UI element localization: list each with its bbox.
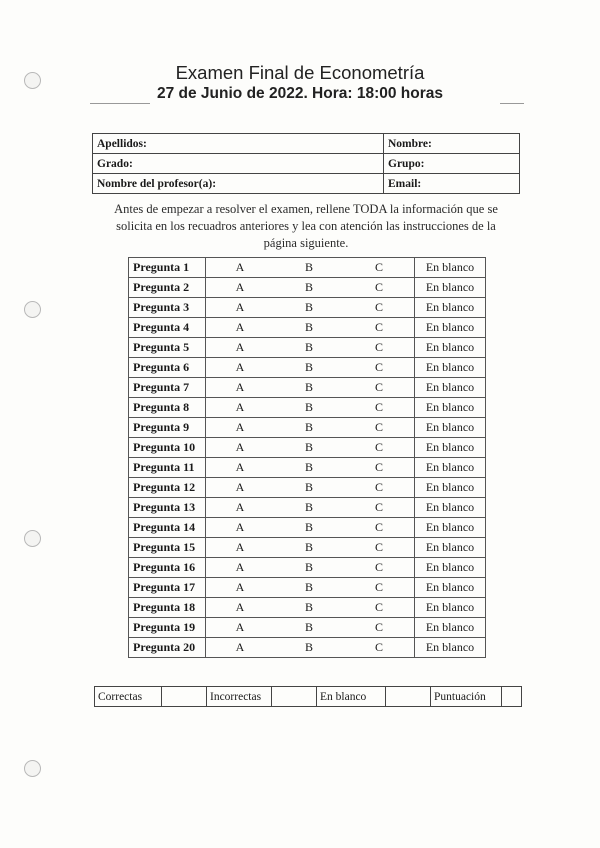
exam-title: Examen Final de Econometría — [175, 62, 425, 83]
option-c[interactable]: C — [344, 538, 415, 558]
option-b[interactable]: B — [274, 458, 344, 478]
option-b[interactable]: B — [274, 398, 344, 418]
option-a[interactable]: A — [206, 298, 275, 318]
answer-row — [129, 378, 486, 398]
option-b[interactable]: B — [274, 318, 344, 338]
option-blank[interactable]: En blanco — [415, 258, 486, 278]
student-info-table — [92, 133, 520, 194]
option-blank[interactable]: En blanco — [415, 478, 486, 498]
exam-date-time: 27 de Junio de 2022. Hora: 18:00 horas — [156, 85, 443, 102]
option-a[interactable]: A — [206, 378, 275, 398]
correct-count-field[interactable] — [162, 687, 207, 707]
question-label: Pregunta 18 — [129, 598, 206, 618]
answer-row — [129, 618, 486, 638]
incorrect-count-field[interactable] — [272, 687, 317, 707]
question-label: Pregunta 19 — [129, 618, 206, 638]
group-field[interactable] — [384, 154, 520, 174]
email-label: Email: — [388, 177, 422, 190]
option-blank[interactable]: En blanco — [415, 598, 486, 618]
question-label: Pregunta 5 — [129, 338, 206, 358]
option-c[interactable]: C — [344, 318, 415, 338]
option-a[interactable]: A — [206, 518, 275, 538]
option-b[interactable]: B — [274, 518, 344, 538]
question-label: Pregunta 6 — [129, 358, 206, 378]
answer-row — [129, 318, 486, 338]
option-a[interactable]: A — [206, 558, 275, 578]
degree-label: Grado: — [97, 157, 133, 170]
answer-row — [129, 358, 486, 378]
option-blank[interactable]: En blanco — [415, 438, 486, 458]
option-blank[interactable]: En blanco — [415, 398, 486, 418]
option-b[interactable]: B — [274, 638, 344, 658]
option-c[interactable]: C — [344, 338, 415, 358]
answer-row — [129, 578, 486, 598]
binder-hole-4 — [24, 760, 41, 777]
option-b[interactable]: B — [274, 278, 344, 298]
question-label: Pregunta 13 — [129, 498, 206, 518]
option-blank[interactable]: En blanco — [415, 418, 486, 438]
option-b[interactable]: B — [274, 418, 344, 438]
answer-row — [129, 518, 486, 538]
question-label: Pregunta 3 — [129, 298, 206, 318]
question-label: Pregunta 7 — [129, 378, 206, 398]
email-field[interactable] — [384, 174, 520, 194]
question-label: Pregunta 9 — [129, 418, 206, 438]
option-c[interactable]: C — [344, 598, 415, 618]
option-blank[interactable]: En blanco — [415, 378, 486, 398]
answer-row — [129, 498, 486, 518]
name-label: Nombre: — [388, 137, 432, 150]
option-blank[interactable]: En blanco — [415, 498, 486, 518]
option-a[interactable]: A — [206, 638, 275, 658]
option-c[interactable]: C — [344, 398, 415, 418]
option-c[interactable]: C — [344, 518, 415, 538]
option-a[interactable]: A — [206, 538, 275, 558]
answer-row — [129, 638, 486, 658]
option-b[interactable]: B — [274, 538, 344, 558]
option-b[interactable]: B — [274, 338, 344, 358]
answer-sheet-table — [128, 257, 486, 658]
score-value-field[interactable] — [502, 687, 522, 707]
question-label: Pregunta 20 — [129, 638, 206, 658]
answer-row — [129, 278, 486, 298]
answer-row — [129, 538, 486, 558]
option-a[interactable]: A — [206, 318, 275, 338]
option-blank[interactable]: En blanco — [415, 578, 486, 598]
option-b[interactable]: B — [274, 298, 344, 318]
option-c[interactable]: C — [344, 458, 415, 478]
answer-row — [129, 418, 486, 438]
option-b[interactable]: B — [274, 258, 344, 278]
option-c[interactable]: C — [344, 418, 415, 438]
answer-row — [129, 438, 486, 458]
option-c[interactable]: C — [344, 558, 415, 578]
option-blank[interactable]: En blanco — [415, 338, 486, 358]
option-a[interactable]: A — [206, 618, 275, 638]
option-b[interactable]: B — [274, 478, 344, 498]
option-blank[interactable]: En blanco — [415, 518, 486, 538]
option-c[interactable]: C — [344, 498, 415, 518]
question-label: Pregunta 16 — [129, 558, 206, 578]
option-blank[interactable]: En blanco — [415, 298, 486, 318]
option-a[interactable]: A — [206, 398, 275, 418]
option-b[interactable]: B — [274, 498, 344, 518]
incorrect-label: Incorrectas — [207, 687, 272, 707]
option-c[interactable]: C — [344, 358, 415, 378]
divider — [90, 103, 150, 104]
correct-label: Correctas — [95, 687, 162, 707]
option-c[interactable]: C — [344, 298, 415, 318]
option-a[interactable]: A — [206, 458, 275, 478]
option-a[interactable]: A — [206, 338, 275, 358]
option-a[interactable]: A — [206, 498, 275, 518]
option-b[interactable]: B — [274, 618, 344, 638]
option-c[interactable]: C — [344, 478, 415, 498]
name-field[interactable] — [384, 134, 520, 154]
answer-row — [129, 298, 486, 318]
score-table — [94, 686, 522, 707]
answer-row — [129, 338, 486, 358]
option-c[interactable]: C — [344, 578, 415, 598]
group-label: Grupo: — [388, 157, 425, 170]
option-blank[interactable]: En blanco — [415, 618, 486, 638]
option-blank[interactable]: En blanco — [415, 558, 486, 578]
option-c[interactable]: C — [344, 258, 415, 278]
option-a[interactable]: A — [206, 278, 275, 298]
option-c[interactable]: C — [344, 438, 415, 458]
binder-hole-2 — [24, 301, 41, 318]
score-label: Puntuación — [431, 687, 502, 707]
degree-field[interactable] — [93, 154, 384, 174]
question-label: Pregunta 10 — [129, 438, 206, 458]
option-blank[interactable]: En blanco — [415, 278, 486, 298]
option-b[interactable]: B — [274, 598, 344, 618]
option-blank[interactable]: En blanco — [415, 318, 486, 338]
surname-label: Apellidos: — [97, 137, 147, 150]
option-a[interactable]: A — [206, 358, 275, 378]
option-blank[interactable]: En blanco — [415, 458, 486, 478]
option-a[interactable]: A — [206, 438, 275, 458]
answer-row — [129, 598, 486, 618]
answer-row — [129, 258, 486, 278]
option-b[interactable]: B — [274, 558, 344, 578]
answer-row — [129, 458, 486, 478]
question-label: Pregunta 2 — [129, 278, 206, 298]
option-b[interactable]: B — [274, 358, 344, 378]
option-c[interactable]: C — [344, 278, 415, 298]
option-a[interactable]: A — [206, 598, 275, 618]
professor-field[interactable] — [93, 174, 384, 194]
option-a[interactable]: A — [206, 578, 275, 598]
option-a[interactable]: A — [206, 418, 275, 438]
divider — [500, 103, 524, 104]
option-blank[interactable]: En blanco — [415, 638, 486, 658]
answer-row — [129, 478, 486, 498]
question-label: Pregunta 12 — [129, 478, 206, 498]
option-a[interactable]: A — [206, 478, 275, 498]
option-a[interactable]: A — [206, 258, 275, 278]
option-c[interactable]: C — [344, 378, 415, 398]
blank-label: En blanco — [317, 687, 386, 707]
option-b[interactable]: B — [274, 438, 344, 458]
surname-field[interactable] — [93, 134, 384, 154]
option-b[interactable]: B — [274, 578, 344, 598]
option-c[interactable]: C — [344, 638, 415, 658]
question-label: Pregunta 4 — [129, 318, 206, 338]
option-blank[interactable]: En blanco — [415, 358, 486, 378]
option-b[interactable]: B — [274, 378, 344, 398]
question-label: Pregunta 11 — [129, 458, 206, 478]
blank-count-field[interactable] — [386, 687, 431, 707]
instructions-text: Antes de empezar a resolver el examen, rellene TODA la información que se solicita en los recuadros anteriores y lea con atención las instrucciones de la página siguiente. — [114, 202, 498, 250]
question-label: Pregunta 1 — [129, 258, 206, 278]
answer-row — [129, 398, 486, 418]
professor-label: Nombre del profesor(a): — [97, 177, 217, 190]
question-label: Pregunta 15 — [129, 538, 206, 558]
option-c[interactable]: C — [344, 618, 415, 638]
answer-row — [129, 558, 486, 578]
question-label: Pregunta 17 — [129, 578, 206, 598]
binder-hole-3 — [24, 530, 41, 547]
option-blank[interactable]: En blanco — [415, 538, 486, 558]
question-label: Pregunta 8 — [129, 398, 206, 418]
question-label: Pregunta 14 — [129, 518, 206, 538]
